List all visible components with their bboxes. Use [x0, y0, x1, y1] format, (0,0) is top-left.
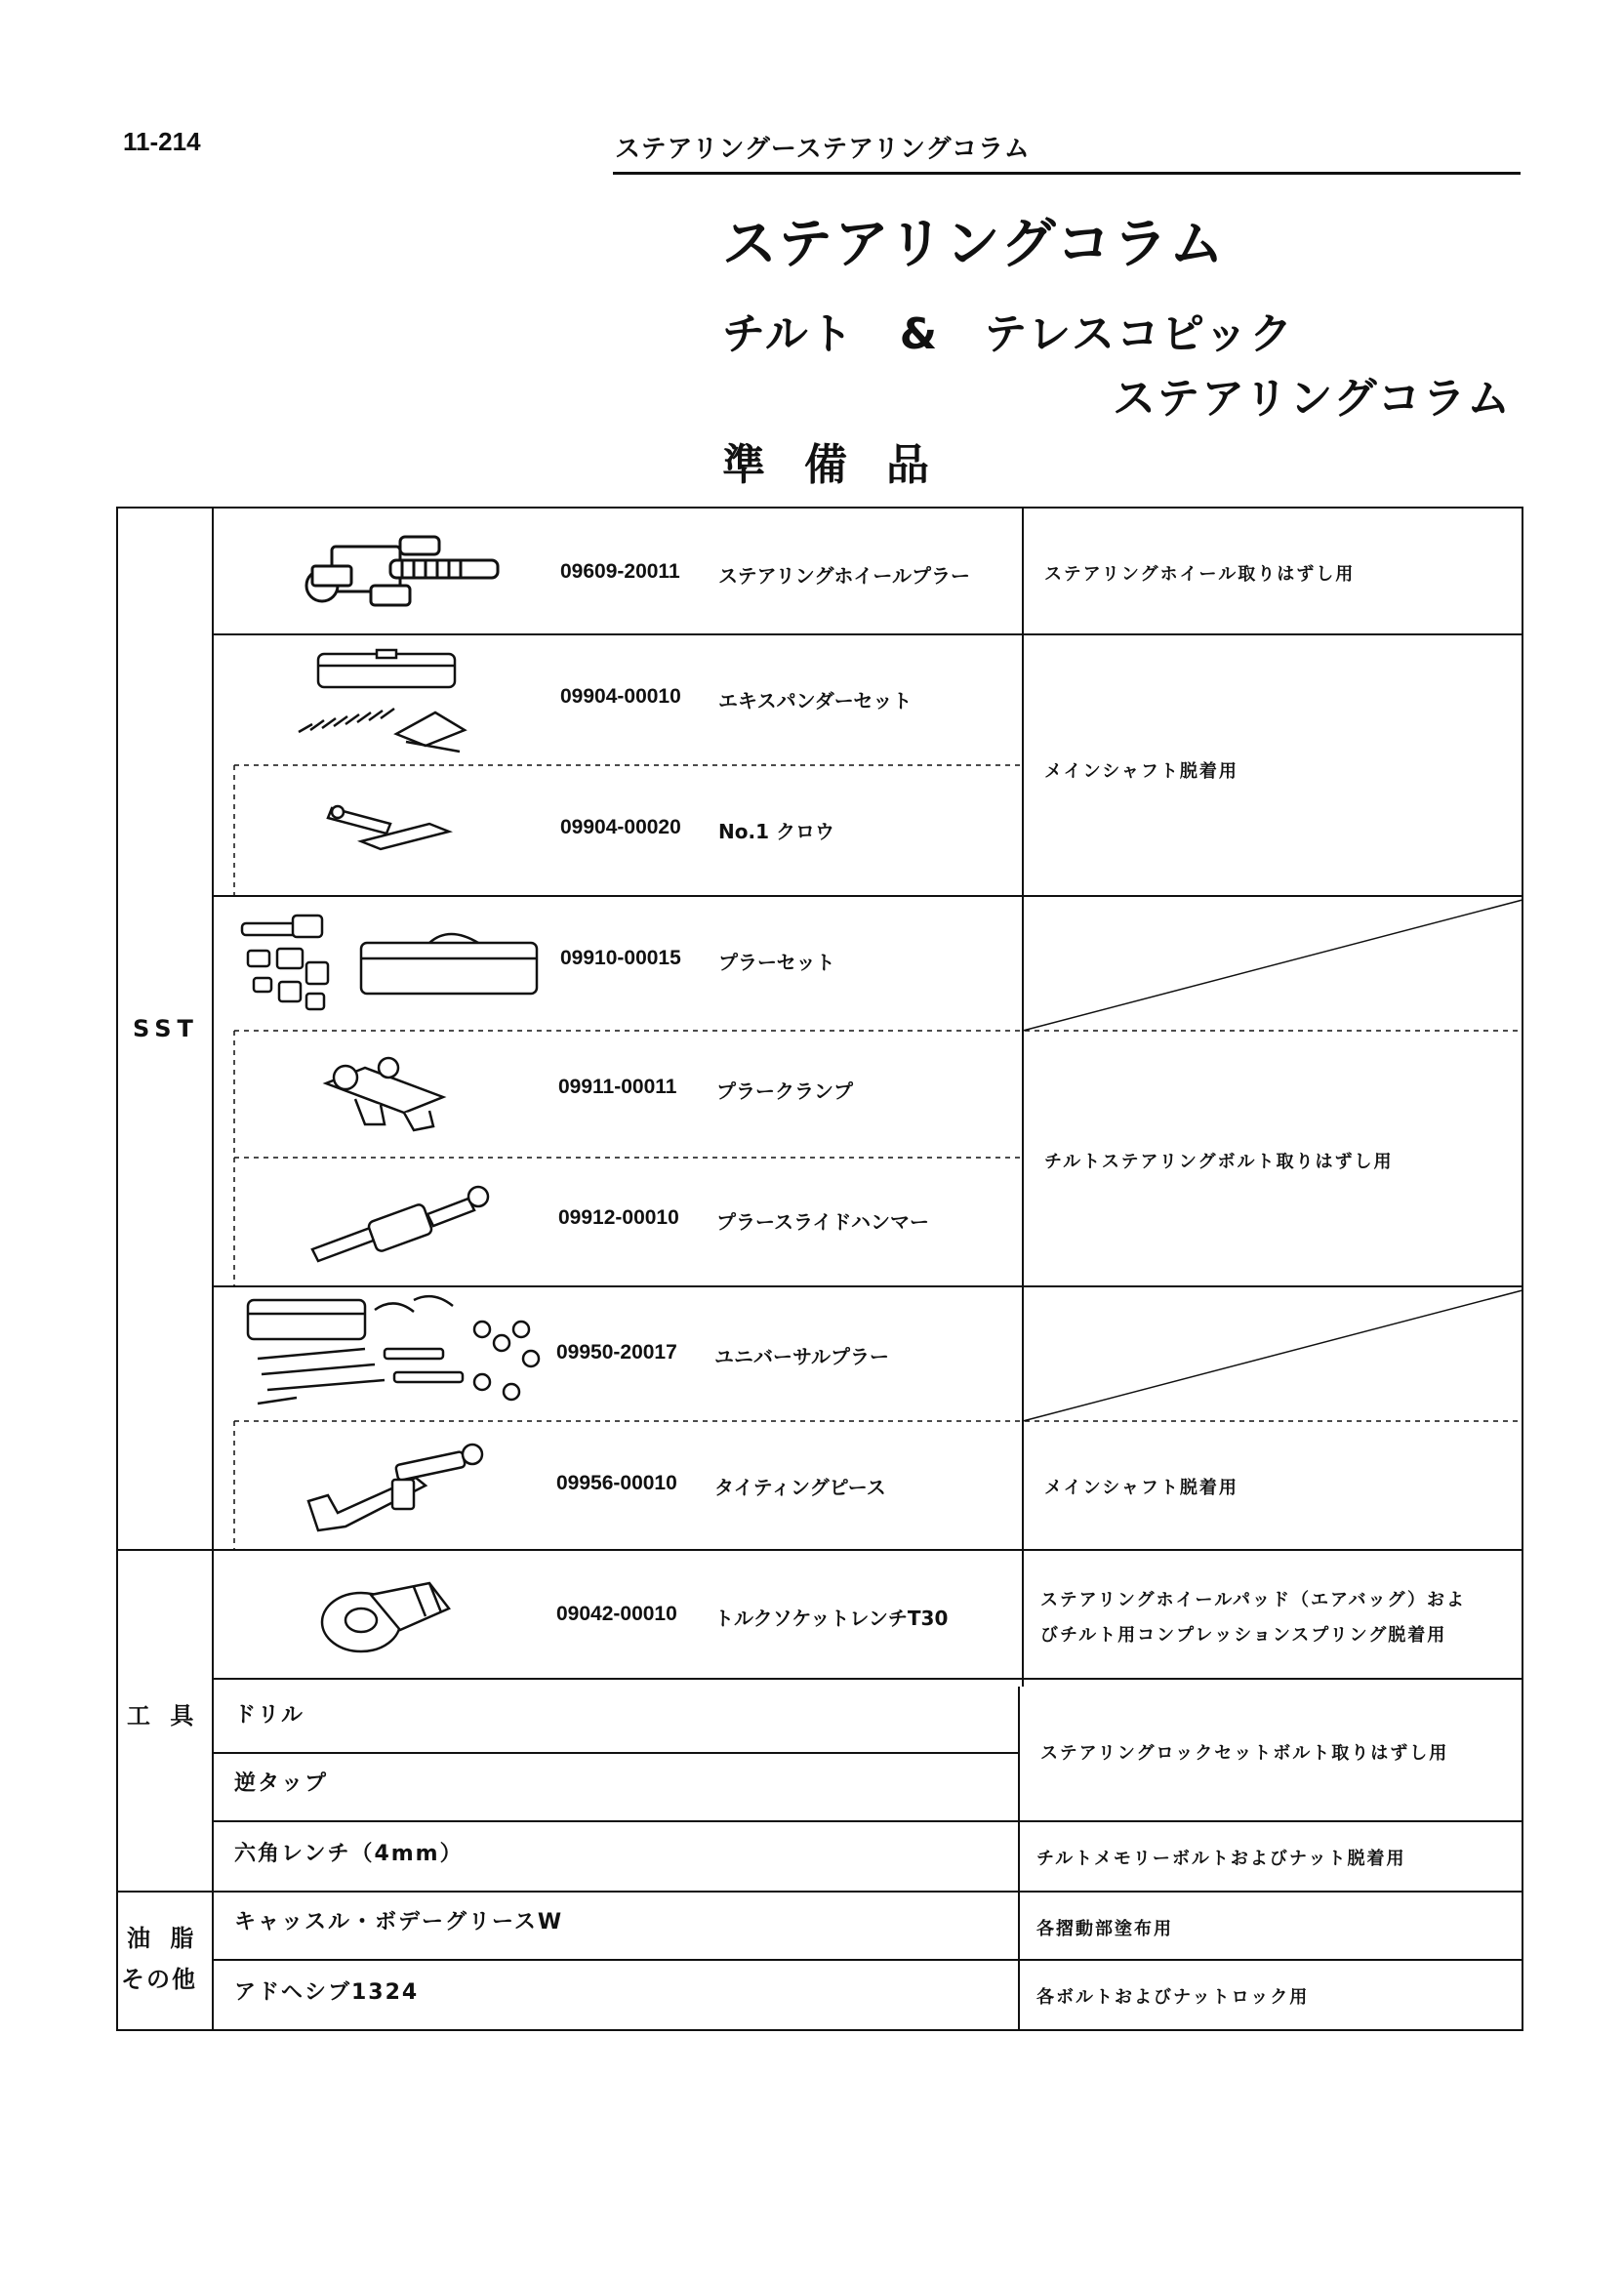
- part-number: 09910-00015: [560, 947, 681, 969]
- part-number: 09042-00010: [556, 1603, 677, 1625]
- wheel-puller-icon: [293, 527, 517, 625]
- section-label-sst: SST: [133, 1015, 199, 1042]
- part-number: 09950-20017: [556, 1341, 677, 1364]
- part-number: 09904-00020: [560, 816, 681, 838]
- purpose-text-line-1: ステアリングホイールパッド（エアバッグ）およ: [1040, 1590, 1467, 1610]
- torx-socket-icon: [312, 1566, 468, 1663]
- claw-icon: [322, 794, 459, 853]
- running-title: ステアリングーステアリングコラム: [615, 135, 1031, 164]
- part-number: 09911-00011: [558, 1076, 677, 1098]
- purpose-text: メインシャフト脱着用: [1044, 1478, 1238, 1498]
- grease-name: キャッスル・ボデーグリースW: [234, 1910, 564, 1934]
- part-name: プラークランプ: [716, 1079, 853, 1103]
- purpose-text: ステアリングロックセットボルト取りはずし用: [1040, 1743, 1449, 1764]
- purpose-text: チルトステアリングボルト取りはずし用: [1044, 1152, 1394, 1172]
- part-number: 09912-00010: [558, 1206, 679, 1229]
- part-name: ユニバーサルプラー: [714, 1345, 889, 1368]
- purpose-text: 各ボルトおよびナットロック用: [1036, 1987, 1310, 2008]
- section-label-other: その他: [121, 1966, 197, 1993]
- part-number: 09904-00010: [560, 685, 681, 708]
- purpose-text: [1040, 1583, 1519, 1653]
- page-number: 11-214: [123, 127, 201, 156]
- part-name: タイティングピース: [714, 1476, 886, 1499]
- subtitle-line-2: ステアリングコラム: [1113, 374, 1513, 424]
- tightening-piece-icon: [299, 1439, 494, 1536]
- section-label-tools: 工 具: [127, 1702, 200, 1730]
- part-number: 09956-00010: [556, 1472, 677, 1494]
- part-name: ステアリングホイールプラー: [718, 564, 970, 588]
- page-title: ステアリングコラム: [722, 213, 1226, 276]
- section-label-grease: 油 脂: [127, 1925, 200, 1952]
- part-name: No.1 クロウ: [718, 820, 834, 843]
- purpose-text-line-2: びチルト用コンプレッションスプリング脱着用: [1040, 1625, 1447, 1646]
- puller-set-icon: [234, 904, 547, 1017]
- puller-clamp-icon: [316, 1054, 453, 1132]
- purpose-text: チルトメモリーボルトおよびナット脱着用: [1036, 1849, 1406, 1869]
- part-name: トルクソケットレンチT30: [714, 1607, 949, 1630]
- part-name: プラーセット: [718, 951, 835, 974]
- part-name: プラースライドハンマー: [716, 1210, 929, 1234]
- section-title: 準備品: [722, 440, 968, 490]
- slide-hammer-icon: [303, 1181, 498, 1269]
- tool-name: ドリル: [234, 1703, 305, 1728]
- tool-name: 六角レンチ（4mm）: [234, 1842, 464, 1866]
- grease-name: アドヘシブ1324: [234, 1980, 420, 2005]
- subtitle-line-1: チルト & テレスコピック: [722, 309, 1295, 359]
- tool-name: 逆タップ: [234, 1771, 329, 1796]
- universal-puller-icon: [238, 1290, 550, 1417]
- expander-set-icon: [289, 644, 484, 761]
- purpose-text: ステアリングホイール取りはずし用: [1044, 564, 1356, 585]
- part-name: エキスパンダーセット: [718, 689, 913, 712]
- part-number: 09609-20011: [560, 560, 680, 583]
- purpose-text: メインシャフト脱着用: [1044, 761, 1238, 782]
- purpose-text: 各摺動部塗布用: [1036, 1919, 1173, 1939]
